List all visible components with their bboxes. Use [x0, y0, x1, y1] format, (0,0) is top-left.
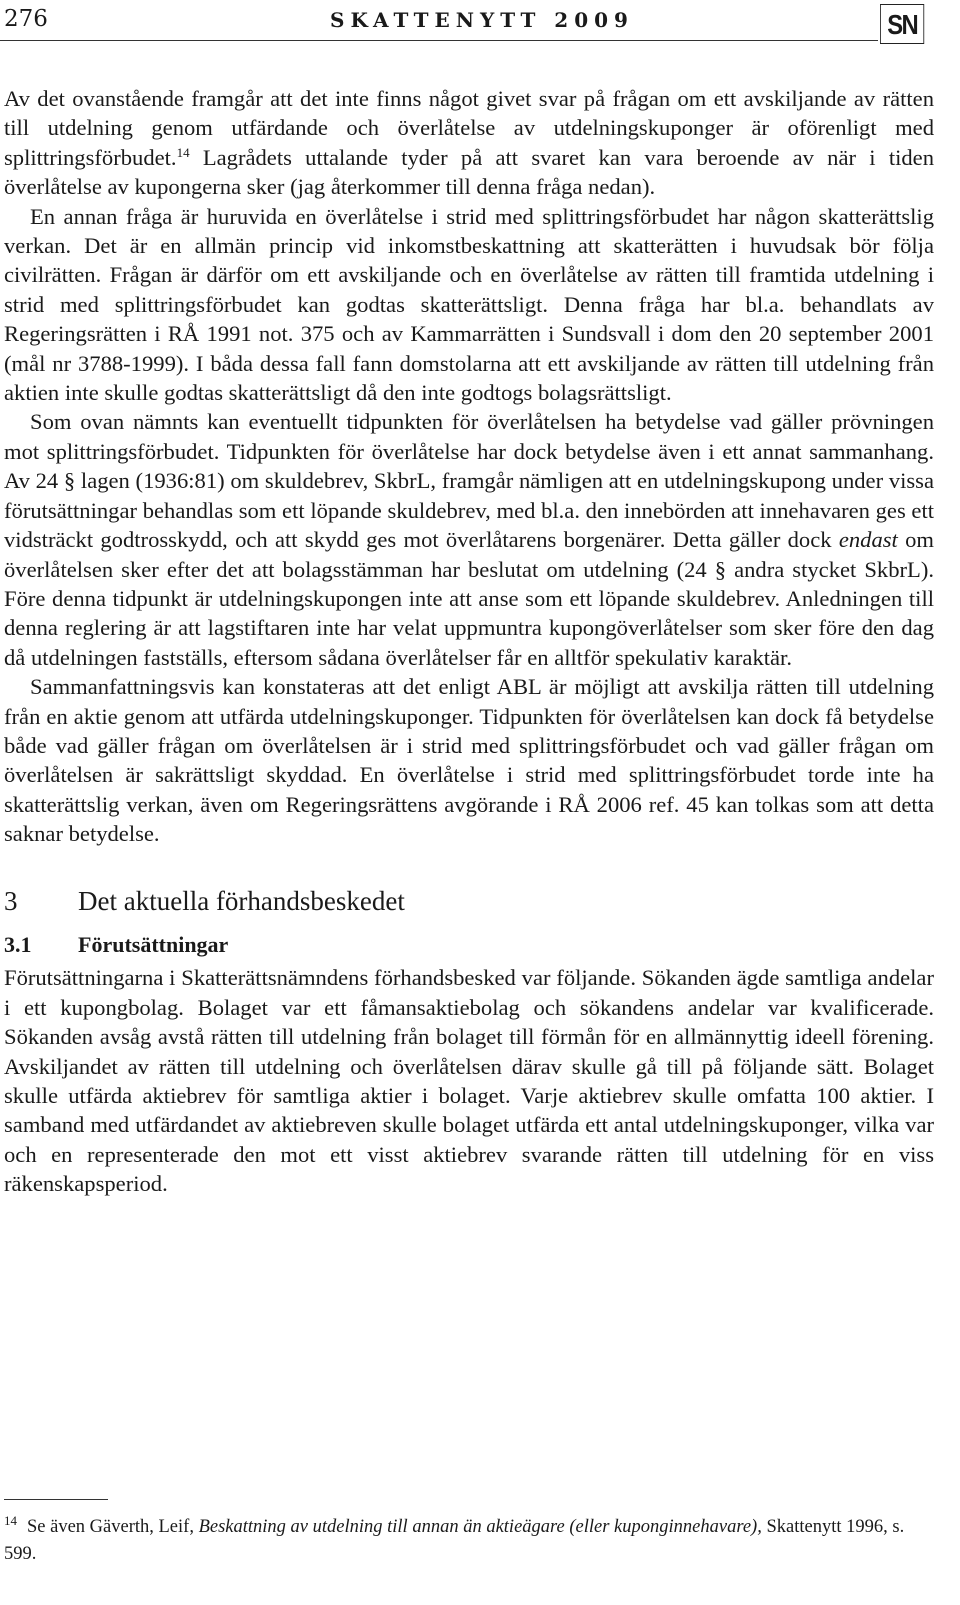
section-heading [4, 887, 934, 916]
paragraph: Som ovan nämnts kan eventuellt tidpunkten för överlåtelsen ha betydelse vad gäller prövningen mot splittringsförbudet. Tidpunkten för överlåtelse har dock betydelse även i ett annat sammanhang. Av 24 § lagen (1936:81) om skuldebrev, SkbrL, framgår nämligen att en utdelningskupong under vissa förutsättningar behandlas som ett löpande skuldebrev, med bl.a. den innebörden att innehavaren ges ett vidsträckt godtrosskydd, och att skydd ges mot överlåtarens borgenärer. Detta gäller dock endast om överlåtelsen sker efter det att bolagsstämman har beslutat om utdelning (24 § andra stycket SkbrL). Före denna tidpunkt är utdelningskupongen inte att anse som ett löpande skuldebrev. Anledningen till denna reglering är att lagstiftaren inte har velat uppmuntra kupongöverlåtelser som sker före den dag då utdelningen fastställs, eftersom sådana överlåtelser får en alltför spekulativ karaktär. [4, 409, 934, 670]
body-text [4, 84, 934, 1199]
footnote-reference[interactable]: 14 [176, 144, 190, 160]
paragraph: Av det ovanstående framgår att det inte finns något givet svar på frågan om ett avskiljande av rätten till utdelning genom utfärdande och överlåtelse av utdelningskuponger är oförenligt med splittringsförbudet.$^{14}$ Lagrådets uttalande tyder på att svaret kan vara beroende av när i tiden överlåtelse av kupongerna sker (jag återkommer till denna fråga nedan). [4, 86, 934, 200]
section-number: 3 [4, 885, 18, 916]
subsection-number: 3.1 [4, 931, 32, 957]
header-rule [0, 40, 878, 41]
page-number: 276 [4, 6, 48, 32]
page-header [0, 0, 960, 48]
paragraph: En annan fråga är huruvida en överlåtelse i strid med splittringsförbudet har någon skatterättslig verkan. Det är en allmän princip vid inkomstbeskattning att skatterätten i huvudsak bör följa civilrätten. Frågan är därför om ett avskiljande och en överlåtelse av rätten till framtida utdelning i strid med splittringsförbudet kan godtas skatterättsligt. Denna fråga har bl.a. behandlats av Regeringsrätten i RÅ 1991 not. 375 och av Kammarrätten i Sundsvall i dom den 20 september 2001 (mål nr 3788-1999). I båda dessa fall fann domstolarna att ett avskiljande av rätten till utdelning från aktien inte skulle godtas skatterättsligt då den inte godtogs bolagsrättsligt. [4, 203, 934, 406]
subsection-heading [4, 930, 934, 959]
footnote-title: Beskattning av utdelning till annan än aktieägare (eller kuponginnehavare), [198, 1517, 762, 1537]
paragraph: Sammanfattningsvis kan konstateras att det enligt ABL är möjligt att avskilja rätten till utdelning från en aktie genom att utfärda utdelningskuponger. Tidpunkten för överlåtelsen kan dock få betydelse både vad gäller frågan om överlåtelsen är i strid med splittringsförbudet och vad gäller frågan om överlåtelsen är sakrättsligt skyddad. En överlåtelse i strid med splittringsförbudet torde inte ha skatterättslig verkan, även om Regeringsrättens avgörande i RÅ 2006 ref. 45 kan tolkas som att detta saknar betydelse. [4, 674, 934, 847]
journal-title: SKATTENYTT 2009 [330, 8, 634, 32]
emphasis: endast [838, 527, 898, 553]
footnote-number: 14 [4, 1513, 17, 1528]
subsection-title: Förutsättningar [78, 931, 229, 957]
journal-logo: SN [880, 4, 924, 44]
footnote: $^{14}$ Se även Gäverth, Leif, Beskattning av utdelning till annan än aktieägare (eller kuponginnehavare), Skattenytt 1996, s. 599. [4, 1513, 905, 1564]
footnote-rule [4, 1499, 108, 1500]
paragraph: Förutsättningarna i Skatterättsnämndens förhandsbesked var följande. Sökanden ägde samtliga andelar i ett kupongbolag. Bolaget var ett fåmansaktiebolag och sökandens andelar var kvalificerade. Sökanden avsåg avstå rätten till utdelning från bolaget till förmån för en allmännyttig ideell förening. Avskiljandet av rätten till utdelning och överlåtelsen därav skulle gå till på följande sätt. Bolaget skulle utfärda aktiebrev för samtliga aktier i bolaget. Varje aktiebrev skulle omfatta 100 aktier. I samband med utfärdandet av aktiebreven skulle bolaget utfärda ett antal utdelningskuponger, vilka var och en representerade den mot ett visst aktiebrev svarande rätten till utdelning för en viss räkenskapsperiod. [4, 965, 934, 1197]
section-title: Det aktuella förhandsbeskedet [78, 885, 405, 916]
